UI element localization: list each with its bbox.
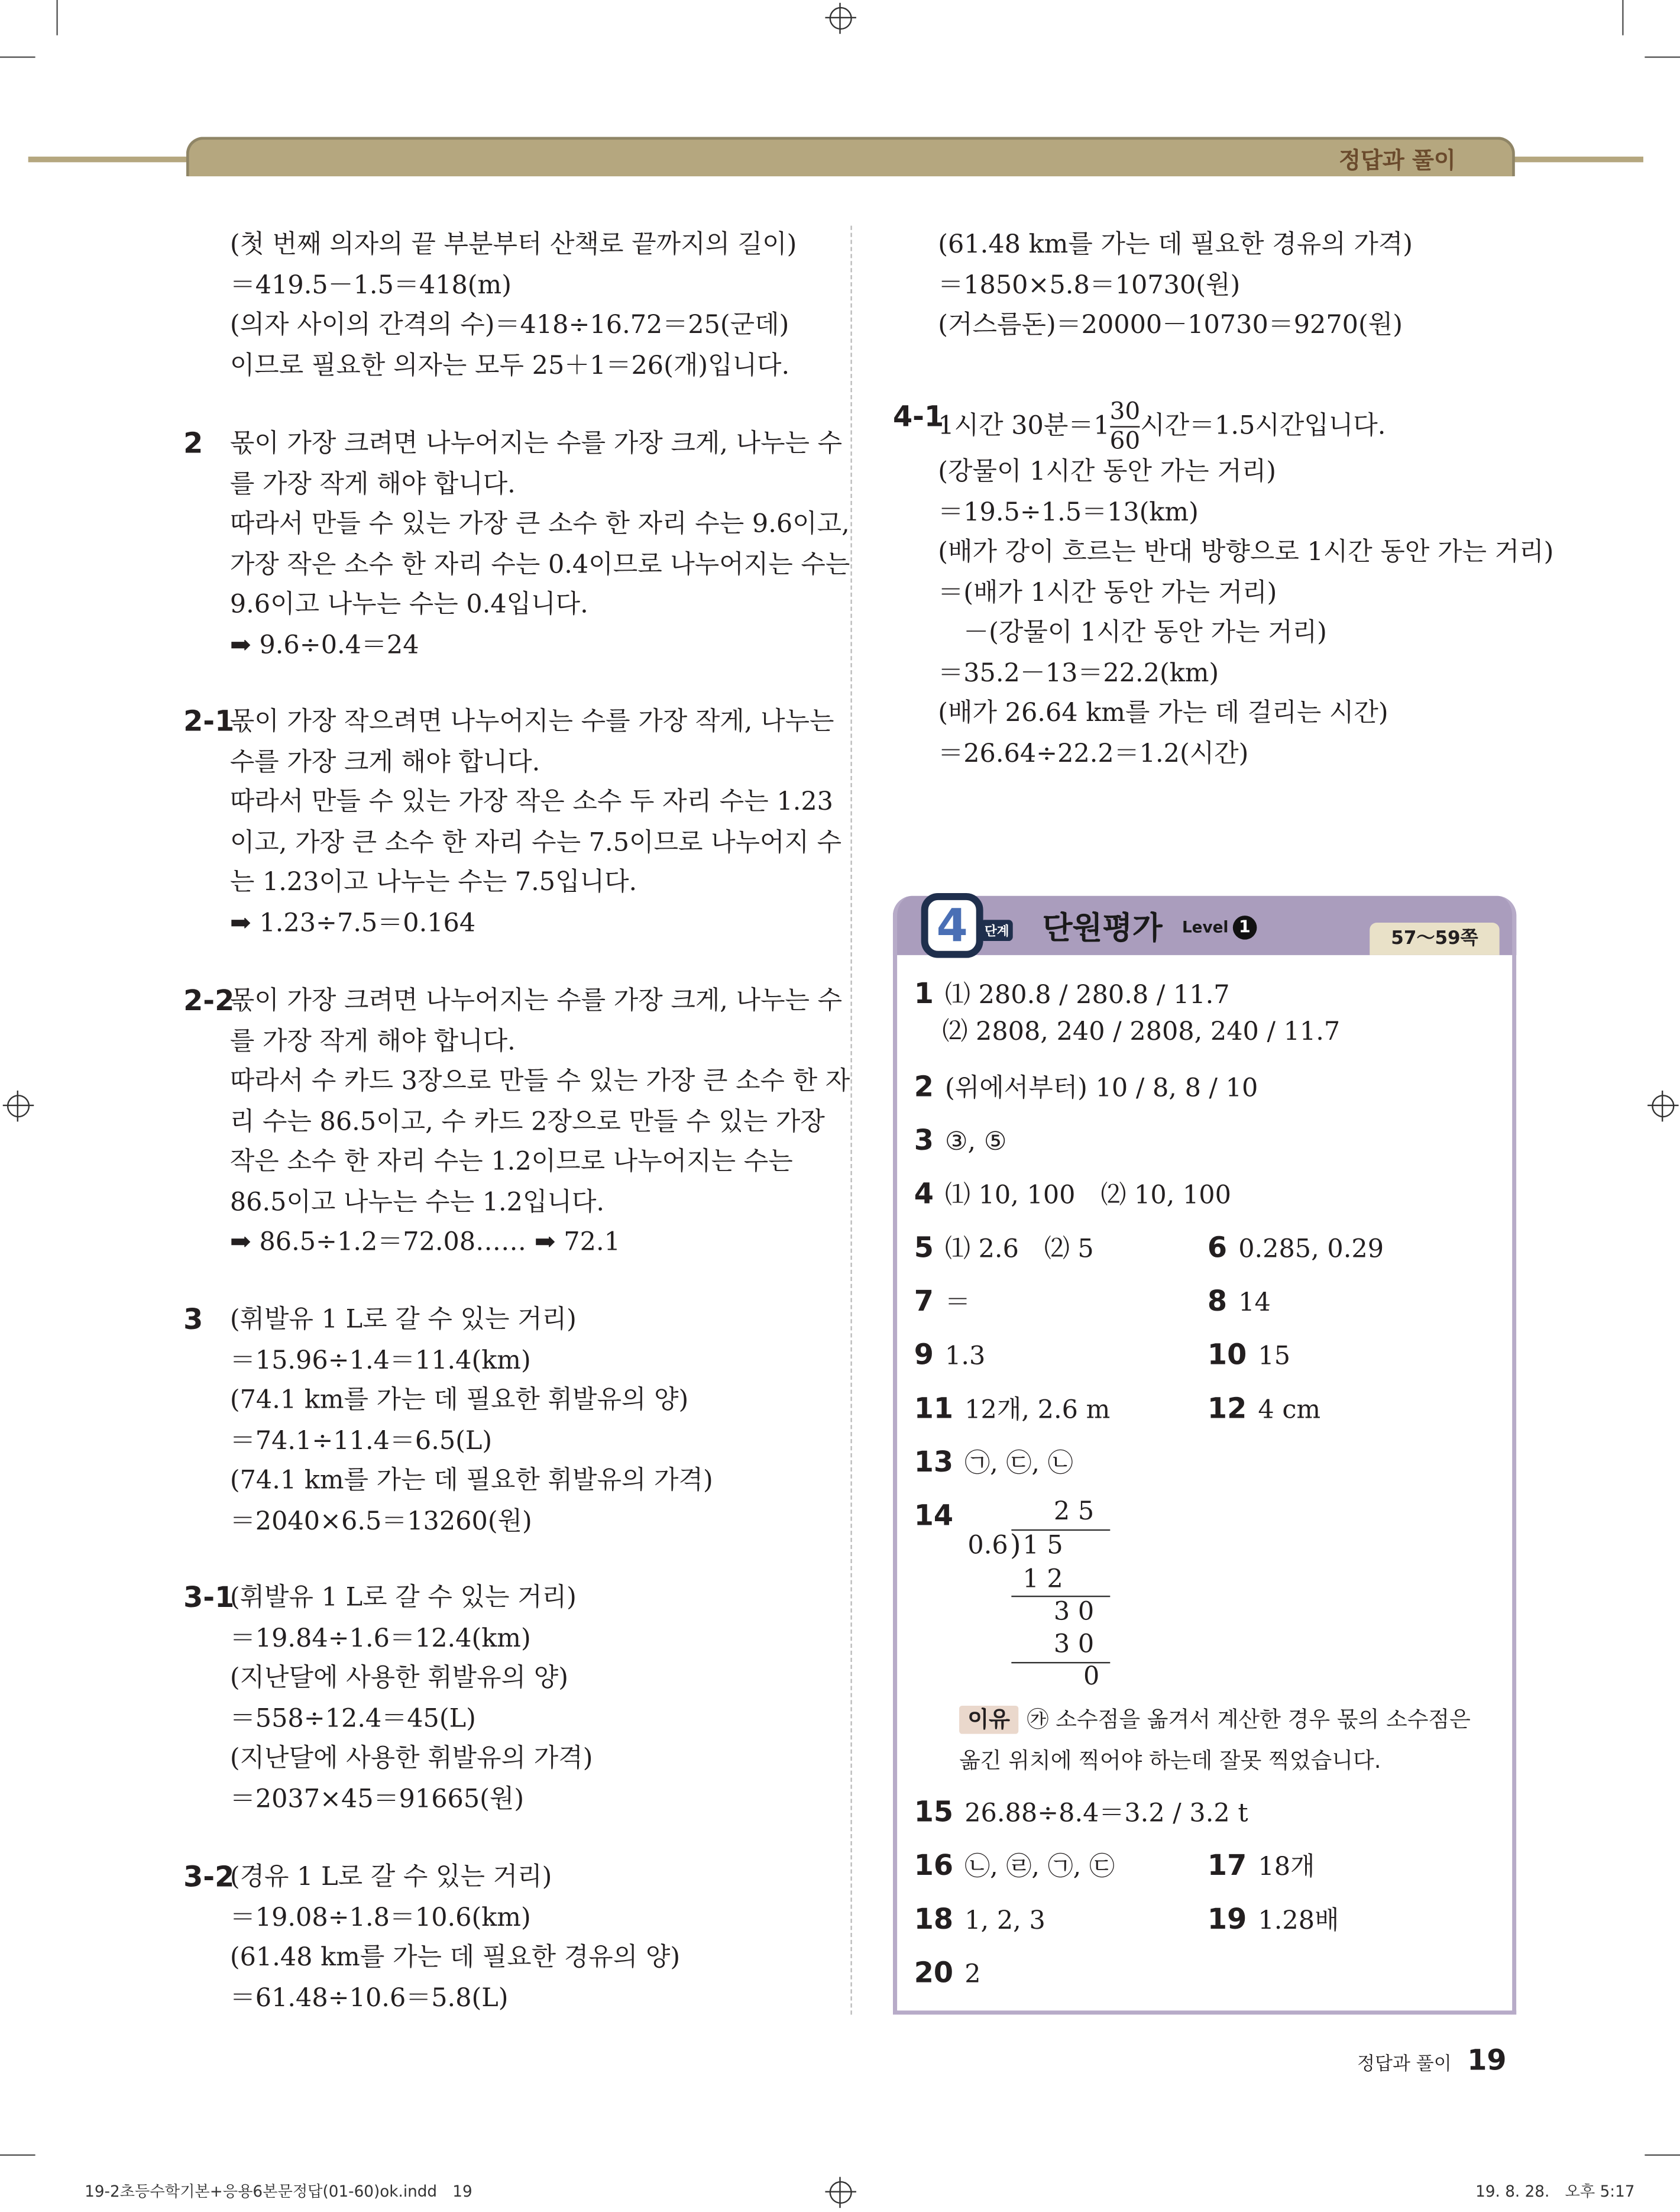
answer-item [914,1227,1094,1270]
solution-line: ＝2037×45＝91665(원) [229,1784,525,1814]
problem-label: 3 [183,1302,203,1336]
crop-mark [0,56,35,57]
solution-block [230,1301,713,1542]
solution-line: (지난달에 사용한 휘발유의 양) [229,1663,569,1693]
solution-line: (61.48 km를 가는 데 필요한 경유의 양) [229,1942,681,1972]
answer-number: 2 [914,1069,934,1104]
solution-line: (의자 사이의 간격의 수)＝418÷16.72＝25(군데) [229,310,789,340]
solution-line: (휘발유 1 L로 갈 수 있는 거리) [229,1583,577,1613]
answer-item [914,1791,1248,1834]
problem-label: 2-2 [183,983,235,1017]
answer-item [1208,1227,1384,1270]
solution-line: 를 가장 작게 해야 합니다. [229,469,516,499]
division-step: 3 0 [1053,1629,1095,1660]
division-dividend: 1 5 [1022,1531,1063,1561]
solution-line: ＝19.5÷1.5＝13(km) [938,497,1199,527]
solution-line: ＝19.84÷1.6＝12.4(km) [229,1623,531,1653]
answer-number: 15 [914,1794,954,1829]
solution-block [230,982,850,1263]
answer-number: 19 [1207,1901,1247,1936]
page-footer [1357,2043,1507,2077]
solution-line: ＝35.2－13＝22.2(km) [938,658,1219,688]
answer-item [1208,1281,1271,1324]
solution-line: 를 가장 작게 해야 합니다. [229,1026,516,1056]
answer-item [1208,1845,1315,1888]
answer-number: 17 [1207,1848,1247,1883]
crop-mark [0,2155,35,2156]
solution-line: ＝19.08÷1.8＝10.6(km) [229,1902,531,1932]
answer-number: 7 [914,1283,934,1318]
answer-number: 5 [914,1230,934,1265]
solution-block [938,226,1413,347]
answer-item [914,1066,1258,1109]
solution-line: (74.1 km를 가는 데 필요한 휘발유의 양) [229,1385,689,1415]
division-step: 1 2 [1022,1564,1063,1595]
answer-number: 18 [914,1901,954,1936]
step-label: 단계 [980,920,1014,941]
header-title: 정답과 풀이 [1339,147,1456,174]
answer-number: 4 [914,1176,934,1211]
text: 시간＝1.5시간입니다. [1140,411,1386,441]
solution-block [230,1858,680,2019]
answer-number: 3 [914,1123,934,1157]
solution-block [938,453,1553,775]
solution-line: ＝2040×6.5＝13260(원) [229,1506,532,1536]
answer-text: ⑵ 2808, 240 / 2808, 240 / 11.7 [942,1017,1341,1047]
solution-line: 작은 소수 한 자리 수는 1.2이므로 나누어지는 수는 [229,1147,793,1177]
solution-line: ＝1850×5.8＝10730(원) [938,270,1241,300]
answer-item [914,1120,1007,1163]
crop-mark [1645,56,1680,57]
division-step: 3 0 [1053,1597,1095,1627]
footer-label: 정답과 풀이 [1357,2054,1452,2075]
division-quotient: 2 5 [1053,1496,1095,1527]
problem-label: 2-1 [183,704,235,738]
solution-line: (배가 26.64 km를 가는 데 걸리는 시간) [938,698,1388,728]
solution-block [230,703,841,944]
answer-text: 1, 2, 3 [964,1906,1045,1936]
solution-line: 수를 가장 크게 해야 합니다. [229,747,540,777]
answer-item [914,1388,1111,1431]
solution-line: 따라서 만들 수 있는 가장 작은 소수 두 자리 수는 1.23 [229,787,833,817]
answer-number: 20 [914,1955,954,1990]
answer-number: 14 [914,1498,954,1532]
solution-line: 가장 작은 소수 한 자리 수는 0.4이므로 나누어지는 수는 [229,549,850,580]
solution-line: ＝61.48÷10.6＝5.8(L) [229,1983,509,2013]
registration-mark-icon [830,2181,852,2204]
solution-line: (배가 강이 흐르는 반대 방향으로 1시간 동안 가는 거리) [938,537,1554,567]
answer-item [914,1899,1045,1942]
registration-mark-icon [1652,1095,1674,1117]
slug-date: 19. 8. 28. 오후 5:17 [1475,2182,1635,2201]
solution-line: ＝15.96÷1.4＝11.4(km) [229,1345,531,1375]
crop-mark [56,0,57,35]
solution-line: 몫이 가장 작으려면 나누어지는 수를 가장 작게, 나누는 [229,707,834,737]
solution-line: (경유 1 L로 갈 수 있는 거리) [229,1862,552,1892]
answer-text: 18개 [1258,1852,1315,1883]
solution-block [230,226,797,387]
page-range-tab: 57～59쪽 [1370,923,1499,955]
answer-number: 9 [914,1337,934,1372]
crop-mark [1622,0,1623,35]
answer-text: (위에서부터) 10 / 8, 8 / 10 [945,1073,1258,1104]
answer-item [914,1845,1115,1888]
numerator: 30 [1110,398,1141,428]
answer-number: 10 [1207,1337,1247,1372]
solution-line: 몫이 가장 크려면 나누어지는 수를 가장 크게, 나누는 수 [229,986,843,1016]
solution-line: ＝558÷12.4＝45(L) [229,1703,476,1734]
answer-item [914,1496,965,1538]
reason-tag: 이유 [959,1706,1018,1734]
solution-line: 몫이 가장 크려면 나누어지는 수를 가장 크게, 나누는 수 [229,429,843,459]
answer-text: 4 cm [1258,1395,1321,1425]
solution-line: (거스름돈)＝20000－10730＝9270(원) [938,310,1403,340]
solution-line: (휘발유 1 L로 갈 수 있는 거리) [229,1305,577,1335]
solution-block [230,1579,593,1820]
answer-text: ＝ [945,1288,970,1318]
solution-line: 이므로 필요한 의자는 모두 25＋1＝26(개)입니다. [229,350,790,380]
problem-label: 4-1 [892,399,944,434]
answer-number: 12 [1207,1391,1247,1425]
answer-number: 1 [914,976,934,1010]
solution-line: ＝419.5－1.5＝418(m) [229,270,512,300]
answer-text: ⑴ 2.6 ⑵ 5 [945,1234,1094,1265]
answer-text: ⑴ 280.8 / 280.8 / 11.7 [945,980,1230,1010]
solution-line: －(강물이 1시간 동안 가는 거리) [938,617,1327,648]
solution-line: (첫 번째 의자의 끝 부분부터 산책로 끝까지의 길이) [229,229,797,260]
answer-text: 2 [964,1959,981,1990]
answer-text: ⑴ 10, 100 ⑵ 10, 100 [945,1181,1231,1211]
solution-line: 86.5이고 나누는 수는 1.2입니다. [229,1187,605,1217]
answer-text: 26.88÷8.4＝3.2 / 3.2 t [964,1799,1248,1829]
solution-line: 따라서 수 카드 3장으로 만들 수 있는 가장 큰 소수 한 자 [229,1066,850,1097]
answer-item [1208,1335,1290,1377]
solution-line: 이고, 가장 큰 소수 한 자리 수는 7.5이므로 나누어지 수 [229,827,842,858]
answer-text: ㉡, ㉣, ㉠, ㉢ [964,1852,1115,1883]
answer-text: 14 [1238,1288,1271,1318]
answer-text: 0.285, 0.29 [1238,1234,1384,1265]
page-number: 19 [1467,2043,1507,2077]
problem-label: 3-1 [183,1580,235,1614]
solution-line: 따라서 만들 수 있는 가장 큰 소수 한 자리 수는 9.6이고, [229,509,850,539]
level-label: Level [1181,918,1229,937]
solution-line: ➡ 9.6÷0.4＝24 [229,630,419,660]
header-band [186,137,1515,176]
solution-line: (61.48 km를 가는 데 필요한 경유의 가격) [938,229,1413,260]
answer-item [914,1335,986,1377]
solution-line: ＝(배가 1시간 동안 가는 거리) [938,577,1277,607]
answer-item [1208,1899,1339,1942]
answer-text: ③, ⑤ [945,1127,1007,1157]
column-divider [850,226,852,2015]
answer-text: 1.28배 [1258,1906,1339,1936]
text: 1시간 30분＝1 [938,411,1110,441]
answer-item [914,974,1230,1016]
solution-line: (74.1 km를 가는 데 필요한 휘발유의 가격) [229,1466,713,1496]
problem-label: 2 [183,426,203,460]
denominator: 60 [1109,427,1141,456]
answer-text: 15 [1258,1341,1291,1372]
answer-number: 13 [914,1444,954,1479]
answer-text: 12개, 2.6 m [964,1395,1111,1425]
answer-item [1208,1388,1320,1431]
answer-text: ㉠, ㉢, ㉡ [964,1448,1073,1479]
answer-number: 11 [914,1391,954,1425]
registration-mark-icon [7,1095,30,1117]
reason-line: 옮긴 위치에 찍어야 하는데 잘못 찍었습니다. [959,1748,1381,1774]
solution-line: ➡ 86.5÷1.2＝72.08…… ➡ 72.1 [229,1227,620,1257]
answer-item [914,1281,970,1324]
answer-number: 8 [1207,1283,1228,1318]
solution-line: 9.6이고 나누는 수는 0.4입니다. [229,590,588,620]
answer-number: 6 [1207,1230,1228,1265]
problem-label: 3-2 [183,1859,235,1894]
answer-number: 16 [914,1848,954,1883]
answer-item [914,1952,981,1995]
registration-mark-icon [830,7,852,30]
crop-mark [1645,2155,1680,2156]
answer-text: 1.3 [945,1341,986,1372]
level-number: 1 [1233,916,1257,940]
solution-line: 리 수는 86.5이고, 수 카드 2장으로 만들 수 있는 가장 [229,1107,825,1137]
division-remainder: 0 [1083,1662,1100,1692]
solution-block [230,425,850,666]
solution-line: 는 1.23이고 나누는 수는 7.5입니다. [229,868,637,898]
answer-item [914,1174,1231,1217]
fraction-line [938,398,1386,456]
solution-line: ➡ 1.23÷7.5＝0.164 [229,908,476,938]
answer-item [942,1013,1340,1053]
reason-line: ㉮ 소수점을 옮겨서 계산한 경우 몫의 소수점은 [1027,1707,1471,1733]
fraction [1110,398,1141,456]
step-badge: 4 [921,893,983,958]
solution-line: ＝26.64÷22.2＝1.2(시간) [938,738,1249,768]
unit-test-title: 단원평가 [1042,911,1163,947]
division-divisor: 0.6 [967,1531,1008,1561]
reason-text [959,1700,1471,1781]
division-bracket: ) [1009,1528,1021,1562]
solution-line: (지난달에 사용한 휘발유의 가격) [229,1744,593,1774]
solution-line: ＝74.1÷11.4＝6.5(L) [229,1425,493,1456]
answer-item [914,1442,1073,1485]
slug-filename: 19-2초등수학기본+응용6본문정답(01-60)ok.indd 19 [85,2182,472,2201]
solution-line: (강물이 1시간 동안 가는 거리) [938,457,1276,487]
